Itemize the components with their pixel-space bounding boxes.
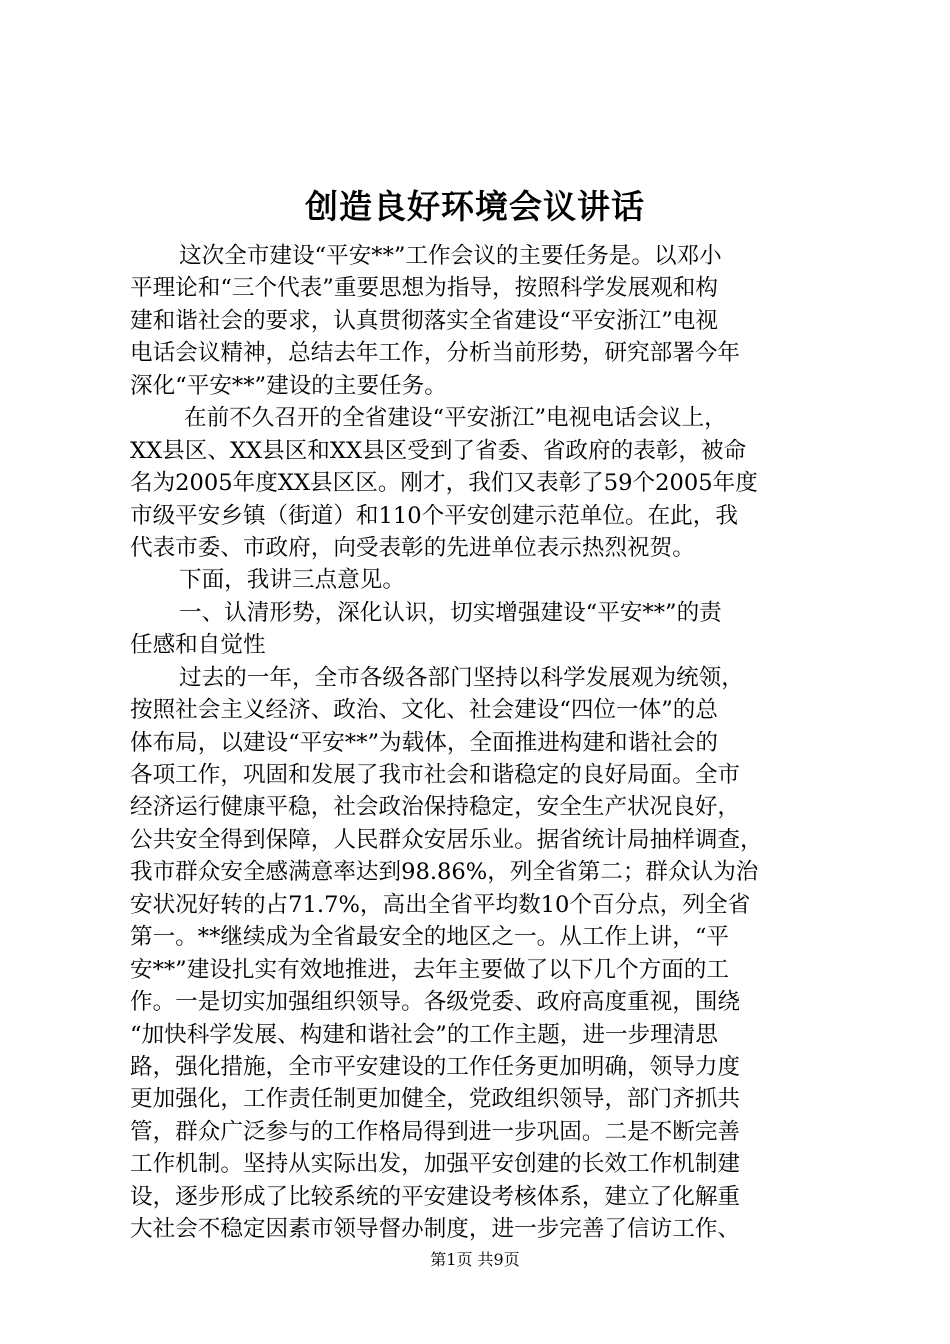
body-line: 一、认清形势，深化认识，切实增强建设“平安**”的责: [179, 599, 722, 626]
body-line: 过去的一年，全市各级各部门坚持以科学发展观为统领，: [179, 664, 744, 691]
body-line: 经济运行健康平稳，社会政治保持稳定，安全生产状况良好，: [130, 794, 741, 821]
body-line: 路，强化措施，全市平安建设的工作任务更加明确，领导力度: [130, 1053, 741, 1080]
body-line: 公共安全得到保障，人民群众安居乐业。据省统计局抽样调查，: [130, 826, 763, 853]
body-line: 电话会议精神，总结去年工作，分析当前形势，研究部署今年: [130, 340, 741, 367]
body-line: 我市群众安全感满意率达到98.86%，列全省第二；群众认为治: [130, 859, 759, 886]
body-line: 代表市委、市政府，向受表彰的先进单位表示热烈祝贺。: [130, 534, 695, 561]
body-line: 工作机制。坚持从实际出发，加强平安创建的长效工作机制建: [130, 1151, 741, 1178]
body-line: 设，逐步形成了比较系统的平安建设考核体系，建立了化解重: [130, 1183, 741, 1210]
body-line: 作。一是切实加强组织领导。各级党委、政府高度重视，围绕: [130, 989, 741, 1016]
body-line: “加快科学发展、构建和谐社会”的工作主题，进一步理清思: [130, 1021, 718, 1048]
page-footer: 第1页 共9页: [430, 1250, 520, 1269]
body-line: 更加强化，工作责任制更加健全，党政组织领导，部门齐抓共: [130, 1086, 741, 1113]
body-line: 平理论和“三个代表”重要思想为指导，按照科学发展观和构: [130, 275, 718, 302]
body-line: 建和谐社会的要求，认真贯彻落实全省建设“平安浙江”电视: [130, 307, 718, 334]
body-line: 安状况好转的占71.7%，高出全省平均数10个百分点，列全省: [130, 891, 751, 918]
body-line: 第一。**继续成为全省最安全的地区之一。从工作上讲，“平: [130, 924, 729, 951]
body-line: 这次全市建设“平安**”工作会议的主要任务是。以邓小: [179, 243, 722, 269]
body-line: 各项工作，巩固和发展了我市社会和谐稳定的良好局面。全市: [130, 762, 741, 788]
document-body: [130, 240, 830, 1246]
body-line: 按照社会主义经济、政治、文化、社会建设“四位一体”的总: [130, 697, 718, 724]
body-line: 大社会不稳定因素市领导督办制度，进一步完善了信访工作、: [130, 1216, 741, 1243]
body-line: 任感和自觉性: [130, 632, 266, 659]
body-line: 在前不久召开的全省建设“平安浙江”电视电话会议上，: [184, 405, 727, 432]
body-line: 安**”建设扎实有效地推进，去年主要做了以下几个方面的工: [130, 956, 729, 983]
body-line: 管，群众广泛参与的工作格局得到进一步巩固。二是不断完善: [130, 1118, 741, 1145]
body-line: 市级平安乡镇（街道）和110个平安创建示范单位。在此，我: [130, 502, 738, 529]
body-line: XX县区、XX县区和XX县区受到了省委、省政府的表彰，被命: [130, 437, 747, 464]
body-line: 下面，我讲三点意见。: [179, 567, 405, 594]
body-line: 深化“平安**”建设的主要任务。: [130, 372, 447, 399]
document-title: 创造良好环境会议讲话: [305, 187, 645, 226]
body-line: 体布局，以建设“平安**”为载体，全面推进构建和谐社会的: [130, 729, 718, 756]
body-line: 名为2005年度XX县区区。刚才，我们又表彰了59个2005年度: [130, 470, 758, 497]
